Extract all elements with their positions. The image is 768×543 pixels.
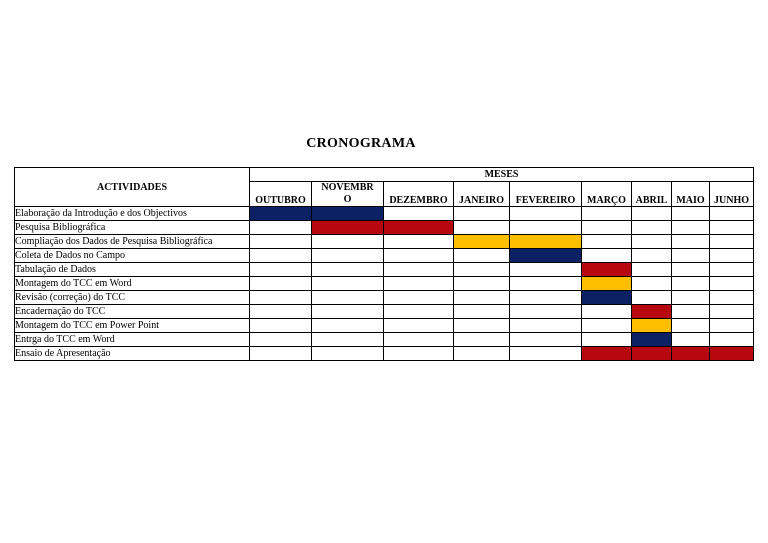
schedule-cell bbox=[582, 207, 632, 221]
activity-label: Elaboração da Introdução e dos Objectivos bbox=[15, 207, 250, 221]
table-row bbox=[15, 207, 754, 221]
schedule-cell bbox=[710, 333, 754, 347]
schedule-body bbox=[15, 207, 754, 361]
schedule-table bbox=[14, 167, 754, 361]
activity-label: Revisão (correção) do TCC bbox=[15, 291, 250, 305]
schedule-cell bbox=[510, 277, 582, 291]
schedule-cell bbox=[312, 347, 384, 361]
schedule-cell bbox=[672, 221, 710, 235]
month-header bbox=[312, 182, 384, 207]
table-row bbox=[15, 277, 754, 291]
schedule-cell bbox=[384, 347, 454, 361]
schedule-cell bbox=[510, 319, 582, 333]
table-row bbox=[15, 235, 754, 249]
schedule-cell bbox=[710, 249, 754, 263]
schedule-cell bbox=[510, 221, 582, 235]
schedule-cell-filled bbox=[582, 277, 632, 291]
schedule-cell bbox=[250, 305, 312, 319]
schedule-cell bbox=[250, 263, 312, 277]
schedule-cell bbox=[710, 235, 754, 249]
schedule-cell bbox=[384, 277, 454, 291]
schedule-cell-filled bbox=[510, 235, 582, 249]
schedule-cell bbox=[250, 249, 312, 263]
schedule-cell bbox=[710, 221, 754, 235]
schedule-cell-filled bbox=[582, 347, 632, 361]
activity-label: Montagem do TCC em Power Point bbox=[15, 319, 250, 333]
schedule-cell bbox=[632, 235, 672, 249]
month-header: FEVEREIRO bbox=[510, 182, 582, 207]
table-row bbox=[15, 305, 754, 319]
schedule-cell bbox=[582, 333, 632, 347]
activity-label: Tabulação de Dados bbox=[15, 263, 250, 277]
schedule-cell bbox=[384, 305, 454, 319]
table-row bbox=[15, 319, 754, 333]
schedule-cell bbox=[250, 277, 312, 291]
table-row bbox=[15, 263, 754, 277]
schedule-cell bbox=[710, 263, 754, 277]
schedule-cell-filled bbox=[250, 207, 312, 221]
schedule-cell bbox=[454, 221, 510, 235]
schedule-cell bbox=[710, 319, 754, 333]
schedule-cell bbox=[510, 291, 582, 305]
month-header: MAIO bbox=[672, 182, 710, 207]
schedule-cell bbox=[454, 263, 510, 277]
schedule-cell bbox=[710, 277, 754, 291]
activities-header: ACTIVIDADES bbox=[15, 168, 250, 207]
schedule-cell bbox=[672, 263, 710, 277]
schedule-cell bbox=[454, 305, 510, 319]
schedule-cell bbox=[582, 305, 632, 319]
schedule-cell-filled bbox=[672, 347, 710, 361]
table-row bbox=[15, 347, 754, 361]
schedule-cell bbox=[384, 235, 454, 249]
schedule-cell-filled bbox=[632, 305, 672, 319]
schedule-cell bbox=[250, 235, 312, 249]
schedule-cell bbox=[250, 319, 312, 333]
month-header: MARÇO bbox=[582, 182, 632, 207]
schedule-cell bbox=[312, 249, 384, 263]
schedule-cell-filled bbox=[312, 207, 384, 221]
schedule-cell bbox=[312, 305, 384, 319]
schedule-cell bbox=[632, 221, 672, 235]
schedule-cell bbox=[632, 291, 672, 305]
schedule-cell bbox=[672, 235, 710, 249]
schedule-cell bbox=[672, 277, 710, 291]
schedule-cell bbox=[384, 291, 454, 305]
month-header: ABRIL bbox=[632, 182, 672, 207]
schedule-cell bbox=[582, 235, 632, 249]
schedule-cell bbox=[384, 207, 454, 221]
table-row bbox=[15, 249, 754, 263]
schedule-cell bbox=[454, 291, 510, 305]
schedule-cell-filled bbox=[312, 221, 384, 235]
schedule-cell bbox=[672, 319, 710, 333]
table-row bbox=[15, 333, 754, 347]
table-row bbox=[15, 221, 754, 235]
schedule-cell bbox=[384, 333, 454, 347]
schedule-cell bbox=[250, 291, 312, 305]
months-header: MESES bbox=[250, 168, 754, 182]
schedule-cell bbox=[632, 263, 672, 277]
activity-label: Encadernação do TCC bbox=[15, 305, 250, 319]
schedule-cell bbox=[582, 221, 632, 235]
schedule-cell-filled bbox=[632, 333, 672, 347]
schedule-cell-filled bbox=[582, 263, 632, 277]
schedule-cell bbox=[710, 207, 754, 221]
month-header: JUNHO bbox=[710, 182, 754, 207]
activity-label: Entrga do TCC em Word bbox=[15, 333, 250, 347]
activity-label: Pesquisa Bibliográfica bbox=[15, 221, 250, 235]
table-row bbox=[15, 291, 754, 305]
schedule-cell-filled bbox=[384, 221, 454, 235]
page-title: CRONOGRAMA bbox=[306, 136, 416, 151]
schedule-cell bbox=[384, 319, 454, 333]
schedule-cell bbox=[454, 277, 510, 291]
schedule-cell bbox=[384, 263, 454, 277]
schedule-cell bbox=[672, 291, 710, 305]
schedule-cell bbox=[250, 221, 312, 235]
schedule-cell bbox=[312, 333, 384, 347]
schedule-cell-filled bbox=[510, 249, 582, 263]
schedule-cell bbox=[250, 347, 312, 361]
month-header: DEZEMBRO bbox=[384, 182, 454, 207]
schedule-cell bbox=[312, 235, 384, 249]
schedule-cell bbox=[250, 333, 312, 347]
schedule-cell bbox=[672, 207, 710, 221]
schedule-cell bbox=[510, 333, 582, 347]
activity-label: Ensaio de Apresentação bbox=[15, 347, 250, 361]
month-header: OUTUBRO bbox=[250, 182, 312, 207]
schedule-cell bbox=[582, 319, 632, 333]
schedule-cell bbox=[454, 319, 510, 333]
schedule-cell-filled bbox=[454, 235, 510, 249]
schedule-cell bbox=[510, 305, 582, 319]
schedule-cell bbox=[632, 207, 672, 221]
schedule-cell bbox=[710, 305, 754, 319]
activity-label: Coleta de Dados no Campo bbox=[15, 249, 250, 263]
schedule-cell bbox=[454, 333, 510, 347]
month-header: JANEIRO bbox=[454, 182, 510, 207]
schedule-cell-filled bbox=[632, 319, 672, 333]
month-header-label: NOVEMBR O bbox=[321, 182, 374, 205]
activity-label: Compliação dos Dados de Pesquisa Bibliográfica bbox=[15, 235, 250, 249]
schedule-cell-filled bbox=[710, 347, 754, 361]
schedule-cell bbox=[632, 249, 672, 263]
schedule-cell bbox=[672, 305, 710, 319]
schedule-cell bbox=[312, 263, 384, 277]
activity-label: Montagem do TCC em Word bbox=[15, 277, 250, 291]
schedule-cell bbox=[510, 207, 582, 221]
schedule-cell bbox=[582, 249, 632, 263]
schedule-cell bbox=[454, 207, 510, 221]
schedule-cell-filled bbox=[582, 291, 632, 305]
schedule-cell bbox=[510, 347, 582, 361]
schedule-cell bbox=[632, 277, 672, 291]
schedule-cell bbox=[710, 291, 754, 305]
schedule-cell bbox=[312, 291, 384, 305]
schedule-cell bbox=[672, 249, 710, 263]
schedule-cell bbox=[510, 263, 582, 277]
schedule-cell-filled bbox=[632, 347, 672, 361]
schedule-cell bbox=[312, 277, 384, 291]
schedule-cell bbox=[672, 333, 710, 347]
schedule-cell bbox=[312, 319, 384, 333]
schedule-cell bbox=[454, 249, 510, 263]
schedule-cell bbox=[454, 347, 510, 361]
schedule-cell bbox=[384, 249, 454, 263]
